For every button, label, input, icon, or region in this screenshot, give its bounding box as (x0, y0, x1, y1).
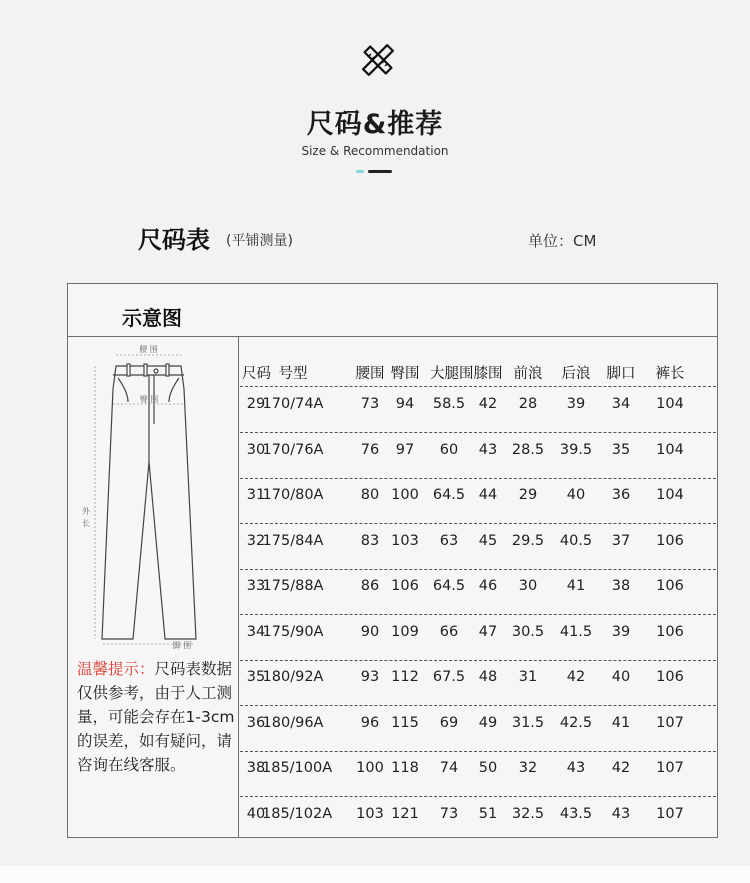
table-cell: 41 (611, 714, 631, 731)
table-cell: 49 (478, 714, 498, 731)
table-cell: 44 (478, 487, 498, 503)
unit-label: 单位：CM (528, 232, 597, 250)
table-cell: 43 (566, 760, 586, 776)
table-cell: 104 (656, 487, 684, 503)
table-cell: 42.5 (559, 714, 593, 731)
table-cell: 106 (656, 532, 684, 549)
table-cell: 41.5 (559, 623, 593, 640)
table-cell: 121 (391, 805, 419, 822)
table-cell: 64.5 (432, 487, 466, 503)
table-cell: 170/74A (262, 396, 324, 412)
row-separator (240, 796, 716, 797)
table-cell: 28.5 (511, 441, 545, 458)
table-cell: 103 (391, 532, 419, 549)
table-cell: 39 (611, 623, 631, 640)
table-cell: 64.5 (432, 578, 466, 594)
table-cell: 29.5 (511, 532, 545, 549)
table-cell: 175/84A (262, 532, 324, 549)
column-header: 号型 (278, 366, 308, 382)
table-cell: 74 (439, 760, 459, 776)
table-cell: 67.5 (432, 669, 466, 685)
table-cell: 73 (360, 396, 380, 412)
table-cell: 100 (356, 760, 384, 776)
table-cell: 43 (611, 805, 631, 822)
table-cell: 37 (611, 532, 631, 549)
row-separator (240, 432, 716, 433)
table-cell: 104 (656, 441, 684, 458)
table-cell: 107 (656, 760, 684, 776)
table-cell: 40.5 (559, 532, 593, 549)
table-cell: 112 (391, 669, 419, 685)
table-cell: 32 (246, 532, 266, 549)
diagram-title: 示意图 (122, 306, 182, 330)
table-cell: 40 (611, 669, 631, 685)
table-cell: 185/102A (262, 805, 333, 822)
column-header: 膝围 (473, 366, 503, 382)
table-cell: 30 (246, 441, 266, 458)
hem-label: 脚 围 (172, 641, 192, 649)
table-cell: 28 (518, 396, 538, 412)
table-cell: 58.5 (432, 396, 466, 412)
row-separator (240, 523, 716, 524)
page-subtitle: Size & Recommendation (301, 144, 449, 158)
size-table-subtitle: (平铺测量) (226, 233, 293, 249)
column-header: 大腿围 (430, 366, 474, 382)
accent-bar-teal (356, 170, 364, 173)
column-divider (238, 337, 239, 837)
table-cell: 39 (566, 396, 586, 412)
table-cell: 43.5 (559, 805, 593, 822)
table-cell: 42 (611, 760, 631, 776)
table-cell: 35 (611, 441, 631, 458)
table-cell: 106 (391, 578, 419, 594)
hip-label: 臀 围 (139, 395, 159, 404)
size-table-title: 尺码表 (138, 226, 210, 254)
table-cell: 36 (611, 487, 631, 503)
table-cell: 107 (656, 805, 684, 822)
table-cell: 170/76A (262, 441, 324, 458)
table-cell: 94 (395, 396, 415, 412)
table-cell: 175/90A (262, 623, 324, 640)
table-cell: 103 (356, 805, 384, 822)
table-cell: 115 (391, 714, 419, 731)
table-cell: 30 (518, 578, 538, 594)
outseam-label: 外长 (82, 507, 90, 528)
column-header: 腰围 (355, 366, 385, 382)
table-cell: 175/88A (262, 578, 324, 594)
table-cell: 31 (518, 669, 538, 685)
accent-bar-dark (368, 170, 392, 173)
row-separator (240, 569, 716, 570)
tip-note (77, 657, 235, 777)
table-cell: 96 (360, 714, 380, 731)
table-cell: 97 (395, 441, 415, 458)
table-cell: 34 (246, 623, 266, 640)
table-cell: 86 (360, 578, 380, 594)
table-cell: 34 (611, 396, 631, 412)
table-cell: 33 (246, 578, 266, 594)
table-cell: 48 (478, 669, 498, 685)
column-header: 裤长 (655, 366, 685, 382)
panel-header (68, 284, 717, 337)
column-header: 前浪 (513, 366, 543, 382)
table-cell: 109 (391, 623, 419, 640)
table-cell: 42 (566, 669, 586, 685)
page-title: 尺码&推荐 (306, 109, 444, 140)
table-cell: 38 (246, 760, 266, 776)
table-cell: 83 (360, 532, 380, 549)
tip-text: 尺码表数据仅供参考，由于人工测量，可能会存在1-3cm的误差，如有疑问，请咨询在线客服。 (77, 660, 235, 774)
bottom-strip (0, 866, 750, 883)
table-cell: 43 (478, 441, 498, 458)
table-cell: 118 (391, 760, 419, 776)
row-separator (240, 386, 716, 387)
table-cell: 63 (439, 532, 459, 549)
table-cell: 45 (478, 532, 498, 549)
table-cell: 31.5 (511, 714, 545, 731)
table-cell: 36 (246, 714, 266, 731)
table-cell: 47 (478, 623, 498, 640)
table-cell: 185/100A (262, 760, 333, 776)
column-header: 后浪 (561, 366, 591, 382)
table-cell: 41 (566, 578, 586, 594)
table-cell: 50 (478, 760, 498, 776)
column-header: 脚口 (606, 366, 636, 382)
table-cell: 180/92A (262, 669, 324, 685)
table-cell: 106 (656, 669, 684, 685)
table-cell: 32.5 (511, 805, 545, 822)
table-cell: 40 (566, 487, 586, 503)
row-separator (240, 614, 716, 615)
table-cell: 100 (391, 487, 419, 503)
row-separator (240, 660, 716, 661)
table-cell: 46 (478, 578, 498, 594)
ruler-pencil-icon (360, 42, 396, 78)
column-header: 臀围 (390, 366, 420, 382)
table-cell: 39.5 (559, 441, 593, 458)
table-cell: 73 (439, 805, 459, 822)
size-chart-panel (67, 283, 718, 838)
table-cell: 42 (478, 396, 498, 412)
table-cell: 93 (360, 669, 380, 685)
table-cell: 30.5 (511, 623, 545, 640)
table-cell: 90 (360, 623, 380, 640)
table-cell: 35 (246, 669, 266, 685)
row-separator (240, 705, 716, 706)
table-cell: 60 (439, 441, 459, 458)
row-separator (240, 751, 716, 752)
table-cell: 66 (439, 623, 459, 640)
table-cell: 106 (656, 623, 684, 640)
table-cell: 170/80A (262, 487, 324, 503)
table-cell: 51 (478, 805, 498, 822)
tip-label: 温馨提示： (77, 660, 155, 678)
table-cell: 40 (246, 805, 266, 822)
pants-diagram (76, 344, 236, 649)
table-cell: 29 (246, 396, 266, 412)
row-separator (240, 478, 716, 479)
table-cell: 106 (656, 578, 684, 594)
table-cell: 31 (246, 487, 266, 503)
table-cell: 76 (360, 441, 380, 458)
column-header: 尺码 (242, 366, 271, 382)
table-cell: 32 (518, 760, 538, 776)
table-cell: 38 (611, 578, 631, 594)
table-cell: 69 (439, 714, 459, 731)
table-cell: 29 (518, 487, 538, 503)
table-cell: 107 (656, 714, 684, 731)
table-cell: 104 (656, 396, 684, 412)
table-cell: 80 (360, 487, 380, 503)
table-cell: 180/96A (262, 714, 324, 731)
waist-label: 腰 围 (139, 345, 158, 354)
